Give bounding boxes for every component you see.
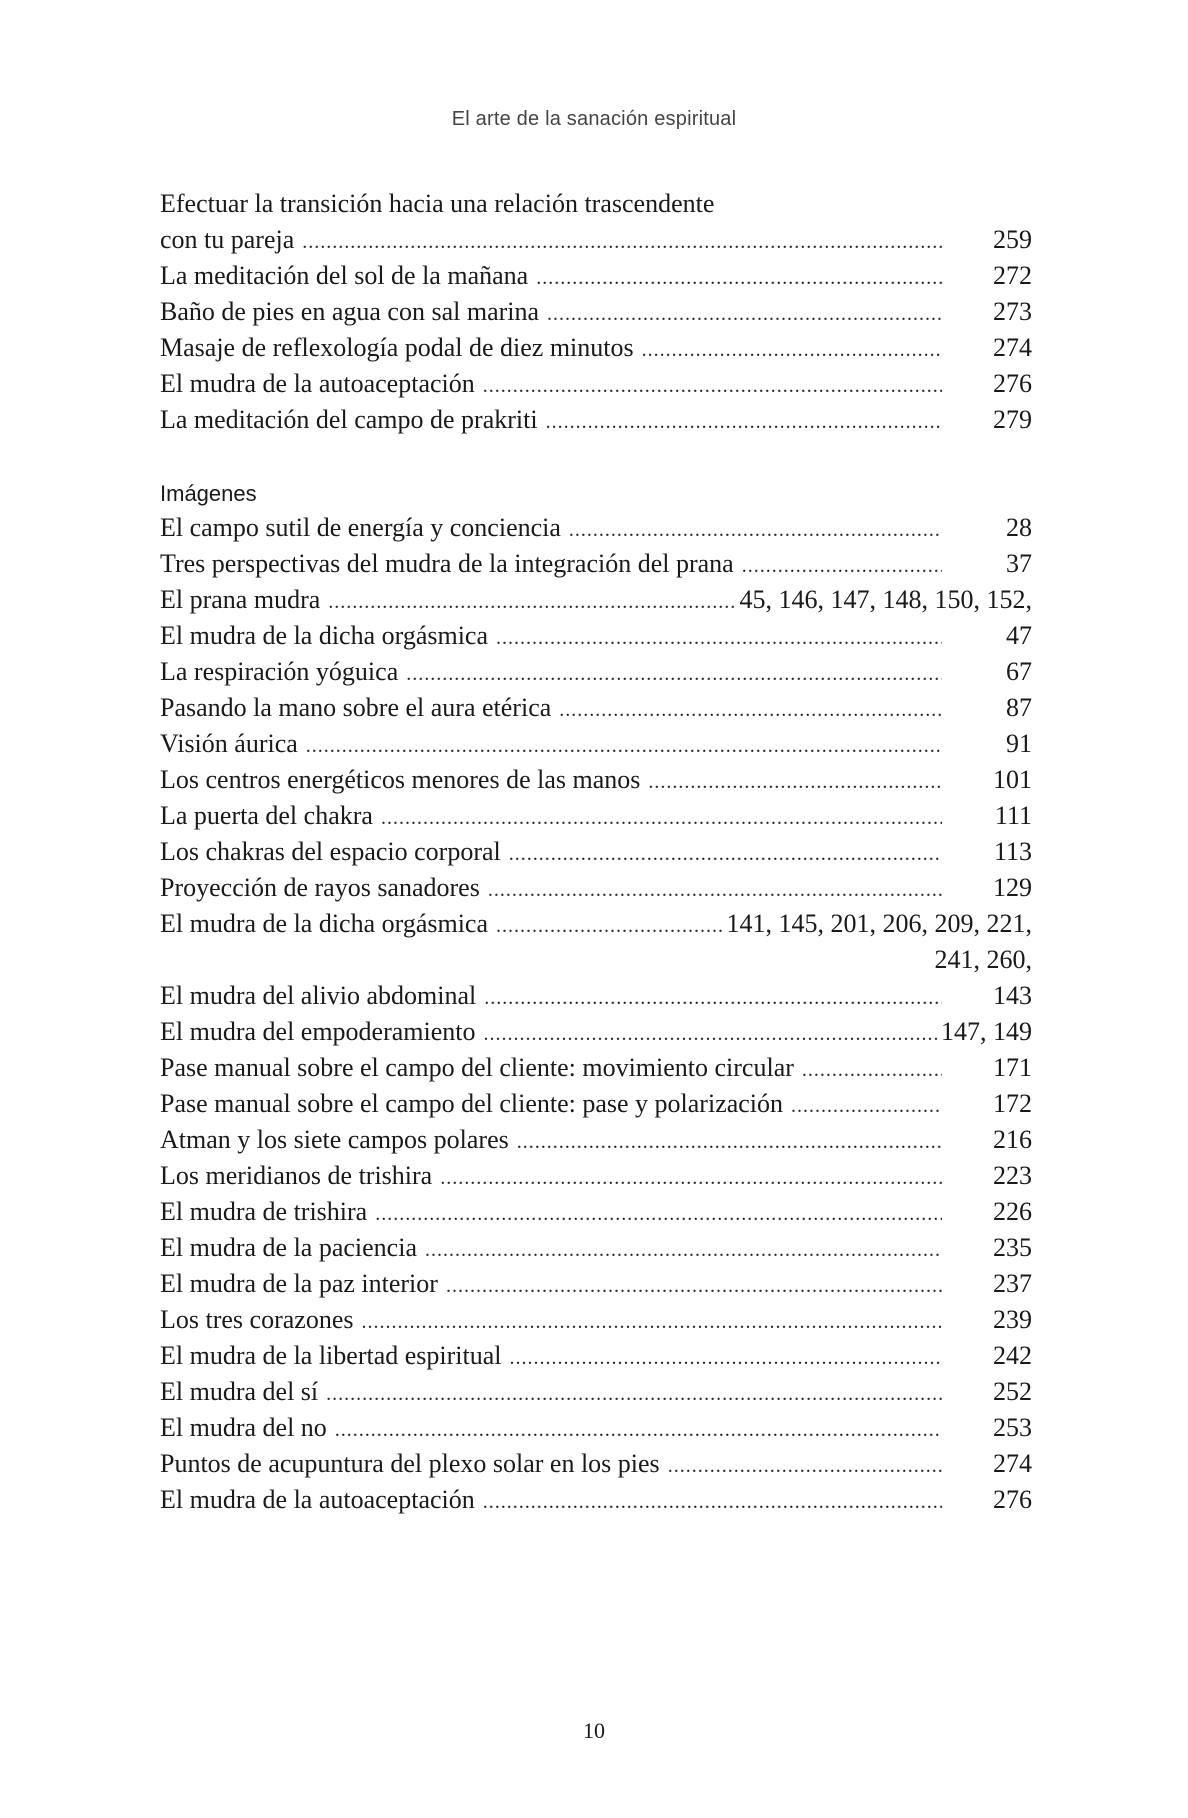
images-heading: Imágenes <box>160 481 257 506</box>
toc-entry <box>160 798 1032 834</box>
page-number: 10 <box>583 1718 605 1743</box>
toc-entry <box>160 1014 1032 1050</box>
dot-leader <box>517 1124 942 1160</box>
toc-entry <box>160 1086 1032 1122</box>
toc-entry-page: 113 <box>993 837 1032 866</box>
toc-entry-title: Tres perspectivas del mudra de la integración del prana <box>160 549 734 578</box>
toc-entry-page: 172 <box>993 1089 1032 1118</box>
toc-entry-page: 241, 260, <box>934 945 1032 974</box>
dot-leader <box>335 1412 942 1448</box>
toc-entry-page: 111 <box>994 801 1032 830</box>
toc-entry <box>160 1266 1032 1302</box>
toc-entry-page: 272 <box>993 261 1032 290</box>
dot-leader <box>742 548 942 584</box>
toc-entry-page: 226 <box>993 1197 1032 1226</box>
dot-leader <box>483 368 942 404</box>
dot-leader <box>361 1304 942 1340</box>
toc-entry <box>160 546 1032 582</box>
toc-entry-page: 242 <box>993 1341 1032 1370</box>
dot-leader <box>642 332 942 368</box>
dot-leader <box>488 872 942 908</box>
toc-entry-title: Los tres corazones <box>160 1305 354 1334</box>
dot-leader <box>791 1088 942 1124</box>
toc-entry-page: 253 <box>993 1413 1032 1442</box>
toc-entry-title: Efectuar la transición hacia una relación trascendente <box>160 189 715 218</box>
toc-entry-title: El mudra de la dicha orgásmica <box>160 621 489 650</box>
toc-entry-page: 91 <box>1006 729 1032 758</box>
dot-leader <box>328 584 735 620</box>
dot-leader <box>484 1016 937 1052</box>
toc-entry-page: 273 <box>993 297 1032 326</box>
toc-entry <box>160 690 1032 726</box>
toc-entry-title: El mudra de la autoaceptación <box>160 1485 475 1514</box>
toc-entry <box>160 726 1032 762</box>
toc-entry-title: El mudra del no <box>160 1413 327 1442</box>
toc-entry <box>160 402 1032 438</box>
toc-entry <box>160 1482 1032 1518</box>
toc-entry-title: El mudra de la libertad espiritual <box>160 1341 502 1370</box>
toc-entry-page: 147, 149 <box>941 1017 1032 1046</box>
toc-entry-title: Pase manual sobre el campo del cliente: movimiento circular <box>160 1053 794 1082</box>
toc-entry <box>160 258 1032 294</box>
table-of-contents <box>160 186 1032 1518</box>
dot-leader <box>406 656 942 692</box>
dot-leader <box>802 1052 942 1088</box>
toc-entry <box>160 906 1032 942</box>
dot-leader <box>496 908 722 944</box>
toc-entry <box>160 222 1032 258</box>
toc-entry <box>160 1230 1032 1266</box>
toc-entry-title: El prana mudra <box>160 585 321 614</box>
toc-entry-title: Los chakras del espacio corporal <box>160 837 501 866</box>
toc-entry <box>160 294 1032 330</box>
toc-entry-page: 276 <box>993 369 1032 398</box>
toc-entry-title: Proyección de rayos sanadores <box>160 873 480 902</box>
toc-entry-title: El mudra del alivio abdominal <box>160 981 477 1010</box>
toc-entry-page: 235 <box>993 1233 1032 1262</box>
toc-entry <box>160 870 1032 906</box>
toc-entry-page: 274 <box>993 333 1032 362</box>
toc-entry-page: 141, 145, 201, 206, 209, 221, <box>726 909 1032 938</box>
toc-entry-title: Masaje de reflexología podal de diez minutos <box>160 333 634 362</box>
toc-entry <box>160 1050 1032 1086</box>
toc-entry-title: El mudra del empoderamiento <box>160 1017 476 1046</box>
toc-entry-page: 279 <box>993 405 1032 434</box>
dot-leader <box>569 512 942 548</box>
toc-entry-title: El mudra de la paz interior <box>160 1269 438 1298</box>
toc-entry-page: 45, 146, 147, 148, 150, 152, <box>739 585 1032 614</box>
dot-leader <box>546 404 942 440</box>
dot-leader <box>648 764 942 800</box>
dot-leader <box>496 620 942 656</box>
toc-entry <box>160 1194 1032 1230</box>
toc-entry-page: 67 <box>1006 657 1032 686</box>
dot-leader <box>440 1160 942 1196</box>
toc-entry <box>160 1302 1032 1338</box>
toc-entry <box>160 582 1032 618</box>
images-list <box>160 510 1032 1518</box>
toc-entry-title: Los centros energéticos menores de las manos <box>160 765 641 794</box>
toc-entry <box>160 510 1032 546</box>
dot-leader <box>302 224 942 260</box>
toc-entry-page: 47 <box>1006 621 1032 650</box>
dot-leader <box>375 1196 942 1232</box>
toc-entry-title: Baño de pies en agua con sal marina <box>160 297 540 326</box>
toc-entry-title: El mudra de la dicha orgásmica <box>160 909 489 938</box>
toc-entry-page: 28 <box>1006 513 1032 542</box>
toc-entry <box>160 1446 1032 1482</box>
dot-leader <box>509 836 942 872</box>
dot-leader <box>668 1448 942 1484</box>
toc-entry-title: Visión áurica <box>160 729 298 758</box>
toc-entry-page: 276 <box>993 1485 1032 1514</box>
dot-leader <box>483 1484 942 1520</box>
toc-entry <box>160 654 1032 690</box>
toc-entry-page: 274 <box>993 1449 1032 1478</box>
toc-entry <box>160 366 1032 402</box>
toc-entry <box>160 1122 1032 1158</box>
dot-leader <box>326 1376 942 1412</box>
toc-entry-page: 143 <box>993 981 1032 1010</box>
toc-entry-title: La puerta del chakra <box>160 801 373 830</box>
toc-entry-title: El campo sutil de energía y conciencia <box>160 513 561 542</box>
toc-entry-title: La meditación del sol de la mañana <box>160 261 529 290</box>
dot-leader <box>484 980 942 1016</box>
toc-entry-page: 237 <box>993 1269 1032 1298</box>
dot-leader <box>425 1232 942 1268</box>
toc-entry-title: Los meridianos de trishira <box>160 1161 433 1190</box>
practices-list <box>160 222 1032 438</box>
toc-entry-page: 239 <box>993 1305 1032 1334</box>
toc-entry-title: Pase manual sobre el campo del cliente: pase y polarización <box>160 1089 784 1118</box>
toc-entry-intro <box>160 186 1032 222</box>
toc-entry <box>160 762 1032 798</box>
dot-leader <box>559 692 942 728</box>
toc-entry-page: 259 <box>993 225 1032 254</box>
toc-entry <box>160 330 1032 366</box>
toc-entry-page: 129 <box>993 873 1032 902</box>
toc-entry-page: 223 <box>993 1161 1032 1190</box>
toc-entry-page: 101 <box>993 765 1032 794</box>
toc-entry-title: El mudra de trishira <box>160 1197 368 1226</box>
toc-entry-title: El mudra de la autoaceptación <box>160 369 475 398</box>
dot-leader <box>381 800 942 836</box>
dot-leader <box>536 260 942 296</box>
toc-entry-title: El mudra de la paciencia <box>160 1233 417 1262</box>
toc-entry <box>160 1338 1032 1374</box>
toc-entry-title: Puntos de acupuntura del plexo solar en los pies <box>160 1449 660 1478</box>
toc-entry <box>160 978 1032 1014</box>
toc-entry <box>160 618 1032 654</box>
toc-entry-title: La respiración yóguica <box>160 657 399 686</box>
toc-entry-title: Pasando la mano sobre el aura etérica <box>160 693 552 722</box>
toc-entry-title: El mudra del sí <box>160 1377 319 1406</box>
toc-entry-page: 37 <box>1006 549 1032 578</box>
toc-entry <box>160 1374 1032 1410</box>
toc-entry <box>160 834 1032 870</box>
toc-entry-continuation <box>160 942 1032 978</box>
toc-entry-page: 216 <box>993 1125 1032 1154</box>
toc-entry-title: La meditación del campo de prakriti <box>160 405 538 434</box>
dot-leader <box>446 1268 942 1304</box>
toc-entry <box>160 1410 1032 1446</box>
dot-leader <box>306 728 942 764</box>
dot-leader <box>510 1340 943 1376</box>
toc-entry-title: con tu pareja <box>160 225 295 254</box>
toc-entry <box>160 1158 1032 1194</box>
toc-entry-page: 87 <box>1006 693 1032 722</box>
section-gap <box>160 438 1032 474</box>
toc-entry-page: 171 <box>993 1053 1032 1082</box>
dot-leader <box>547 296 942 332</box>
toc-entry-page: 252 <box>993 1377 1032 1406</box>
toc-entry-title: Atman y los siete campos polares <box>160 1125 509 1154</box>
running-head: El arte de la sanación espiritual <box>451 108 737 130</box>
